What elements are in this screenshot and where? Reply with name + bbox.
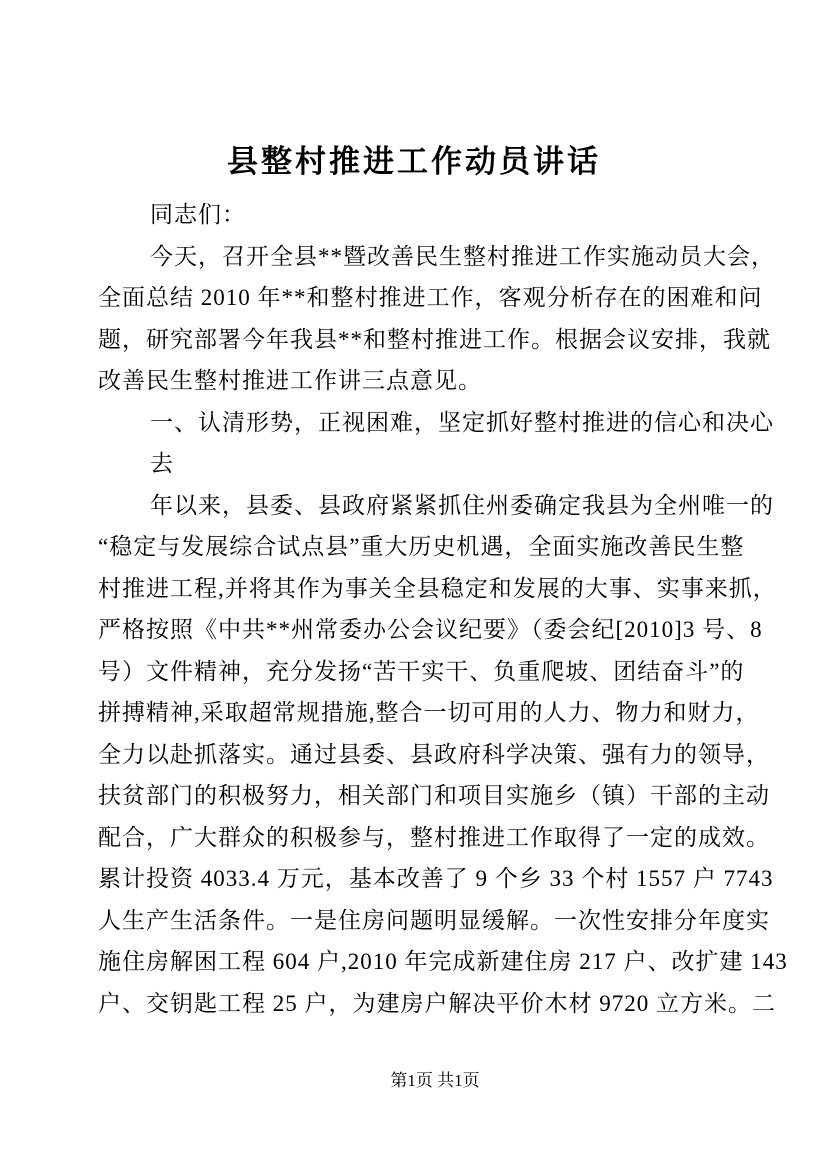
text-line: 累计投资 4033.4 万元，基本改善了 9 个乡 33 个村 1557 户 7743 (98, 866, 774, 891)
document-body (98, 194, 788, 1024)
text-line: 扶贫部门的积极努力，相关部门和项目实施乡（镇）干部的主动 (98, 783, 770, 808)
page-footer (99, 1069, 771, 1093)
text-line: 今天，召开全县**暨改善民生整村推进工作实施动员大会， (150, 243, 775, 269)
document-title: 县整村推进工作动员讲话 (227, 144, 601, 179)
text-line: 去 (150, 451, 174, 476)
text-line: 年以来，县委、县政府紧紧抓住州委确定我县为全州唯一的 (150, 492, 774, 518)
text-line: 号）文件精神，充分发扬“苦干实干、负重爬坡、团结奋斗”的 (98, 658, 745, 684)
text-line: 一、认清形势，正视困难，坚定抓好整村推进的信心和决心 (150, 409, 774, 435)
text-line: 严格按照《中共**州常委办公会议纪要》（委会纪[2010]3 号、8 (98, 617, 763, 642)
text-line: 施住房解困工程 604 户,2010 年完成新建住房 217 户、改扩建 143 (98, 949, 788, 974)
text-line: “稳定与发展综合试点县”重大历史机遇，全面实施改善民生整 (98, 534, 745, 559)
text-line: 同志们： (150, 202, 246, 227)
text-line: 拼搏精神,采取超常规措施,整合一切可用的人力、物力和财力， (98, 700, 760, 725)
text-line: 村推进工程,并将其作为事关全县稳定和发展的大事、实事来抓， (98, 575, 777, 601)
text-line: 全力以赴抓落实。通过县委、县政府科学决策、强有力的领导， (98, 741, 770, 767)
text-line: 题，研究部署今年我县**和整村推进工作。根据会议安排，我就 (98, 326, 771, 352)
text-line: 户、交钥匙工程 25 户，为建房户解决平价木材 9720 立方米。二 (98, 990, 776, 1016)
text-line: 全面总结 2010 年**和整村推进工作，客观分析存在的困难和问 (98, 285, 763, 310)
text-line: 配合，广大群众的积极参与，整村推进工作取得了一定的成效。 (98, 824, 770, 850)
text-line: 改善民生整村推进工作讲三点意见。 (98, 368, 482, 393)
page-number-indicator: 第1页 共1页 (390, 1071, 480, 1090)
text-line: 人生产生活条件。一是住房问题明显缓解。一次性安排分年度实 (98, 907, 770, 933)
